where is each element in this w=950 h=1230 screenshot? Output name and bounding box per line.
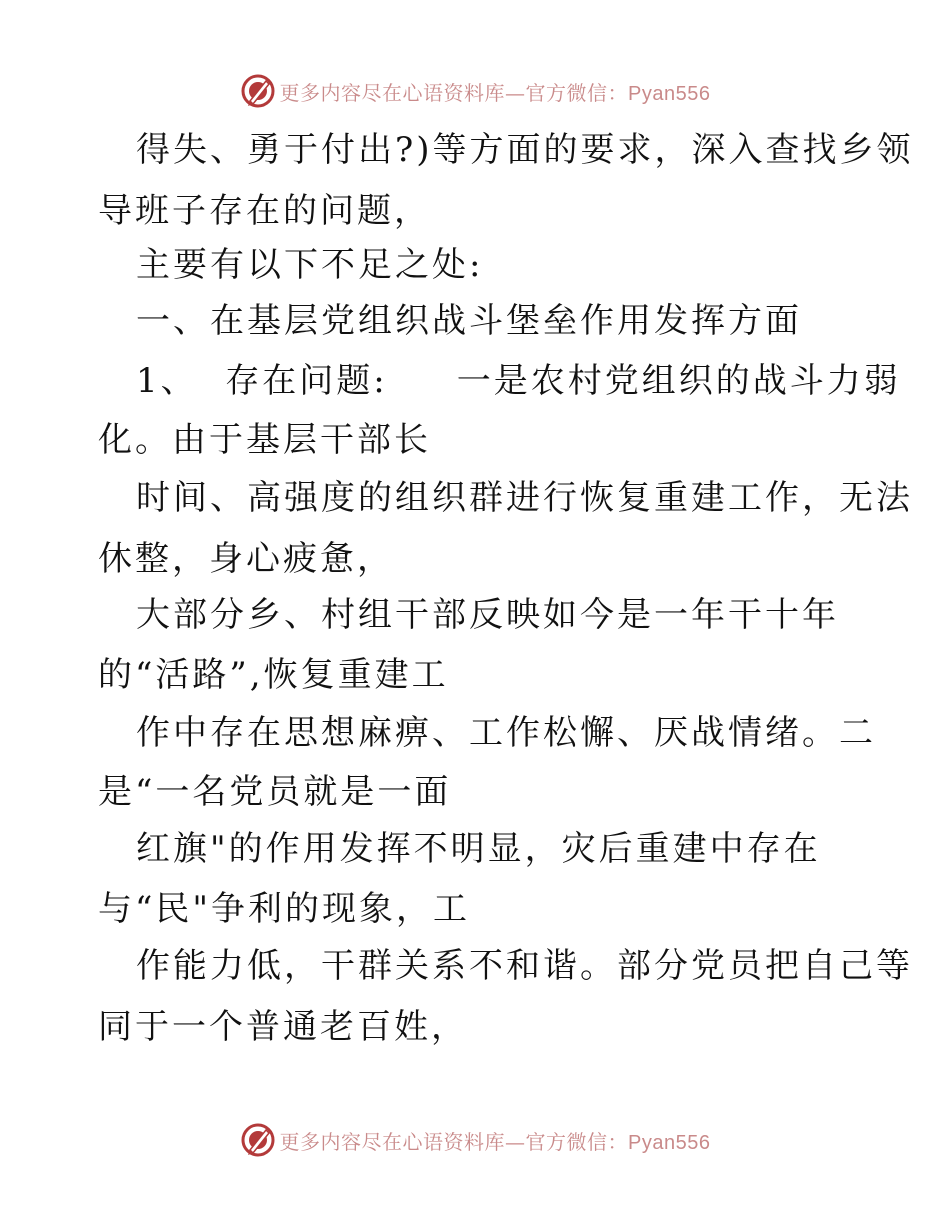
- text-line: 作中存在思想麻痹、工作松懈、厌战情绪。二: [136, 713, 876, 753]
- text-line: 化。由于基层干部长: [98, 420, 431, 460]
- text-line: 是“一名党员就是一面: [98, 772, 452, 812]
- pen-logo-icon: [240, 1122, 276, 1158]
- text-line: 得失、勇于付出?)等方面的要求，深入查找乡领: [136, 130, 914, 170]
- text-line: 时间、高强度的组织群进行恢复重建工作，无法: [136, 478, 913, 518]
- footer-watermark: [0, 1120, 950, 1160]
- pen-logo-icon: [240, 73, 276, 109]
- text-line: 主要有以下不足之处:: [136, 245, 484, 285]
- wechat-id: Pyan556: [628, 1131, 711, 1154]
- watermark-text: 更多内容尽在心语资料库—官方微信：Pyan556: [279, 80, 711, 105]
- watermark-text: 更多内容尽在心语资料库—官方微信：Pyan556: [279, 1129, 711, 1154]
- header-watermark: [0, 71, 950, 111]
- text-line: 与“民"争利的现象，工: [98, 889, 471, 929]
- text-line: 休整，身心疲惫，: [98, 539, 394, 579]
- wechat-id: Pyan556: [628, 82, 711, 105]
- text-line: 作能力低，干群关系不和谐。部分党员把自己等: [136, 946, 913, 986]
- text-line: 红旗"的作用发挥不明显，灾后重建中存在: [136, 829, 821, 869]
- text-line: 大部分乡、村组干部反映如今是一年干十年: [136, 595, 839, 635]
- text-line: 的“活路”,恢复重建工: [98, 655, 449, 695]
- text-line: 导班子存在的问题，: [98, 191, 431, 231]
- text-line: 同于一个普通老百姓，: [98, 1007, 468, 1047]
- section-heading: 一、在基层党组织战斗堡垒作用发挥方面: [136, 301, 802, 341]
- text-line: 1、 存在问题: 一是农村党组织的战斗力弱: [136, 361, 901, 401]
